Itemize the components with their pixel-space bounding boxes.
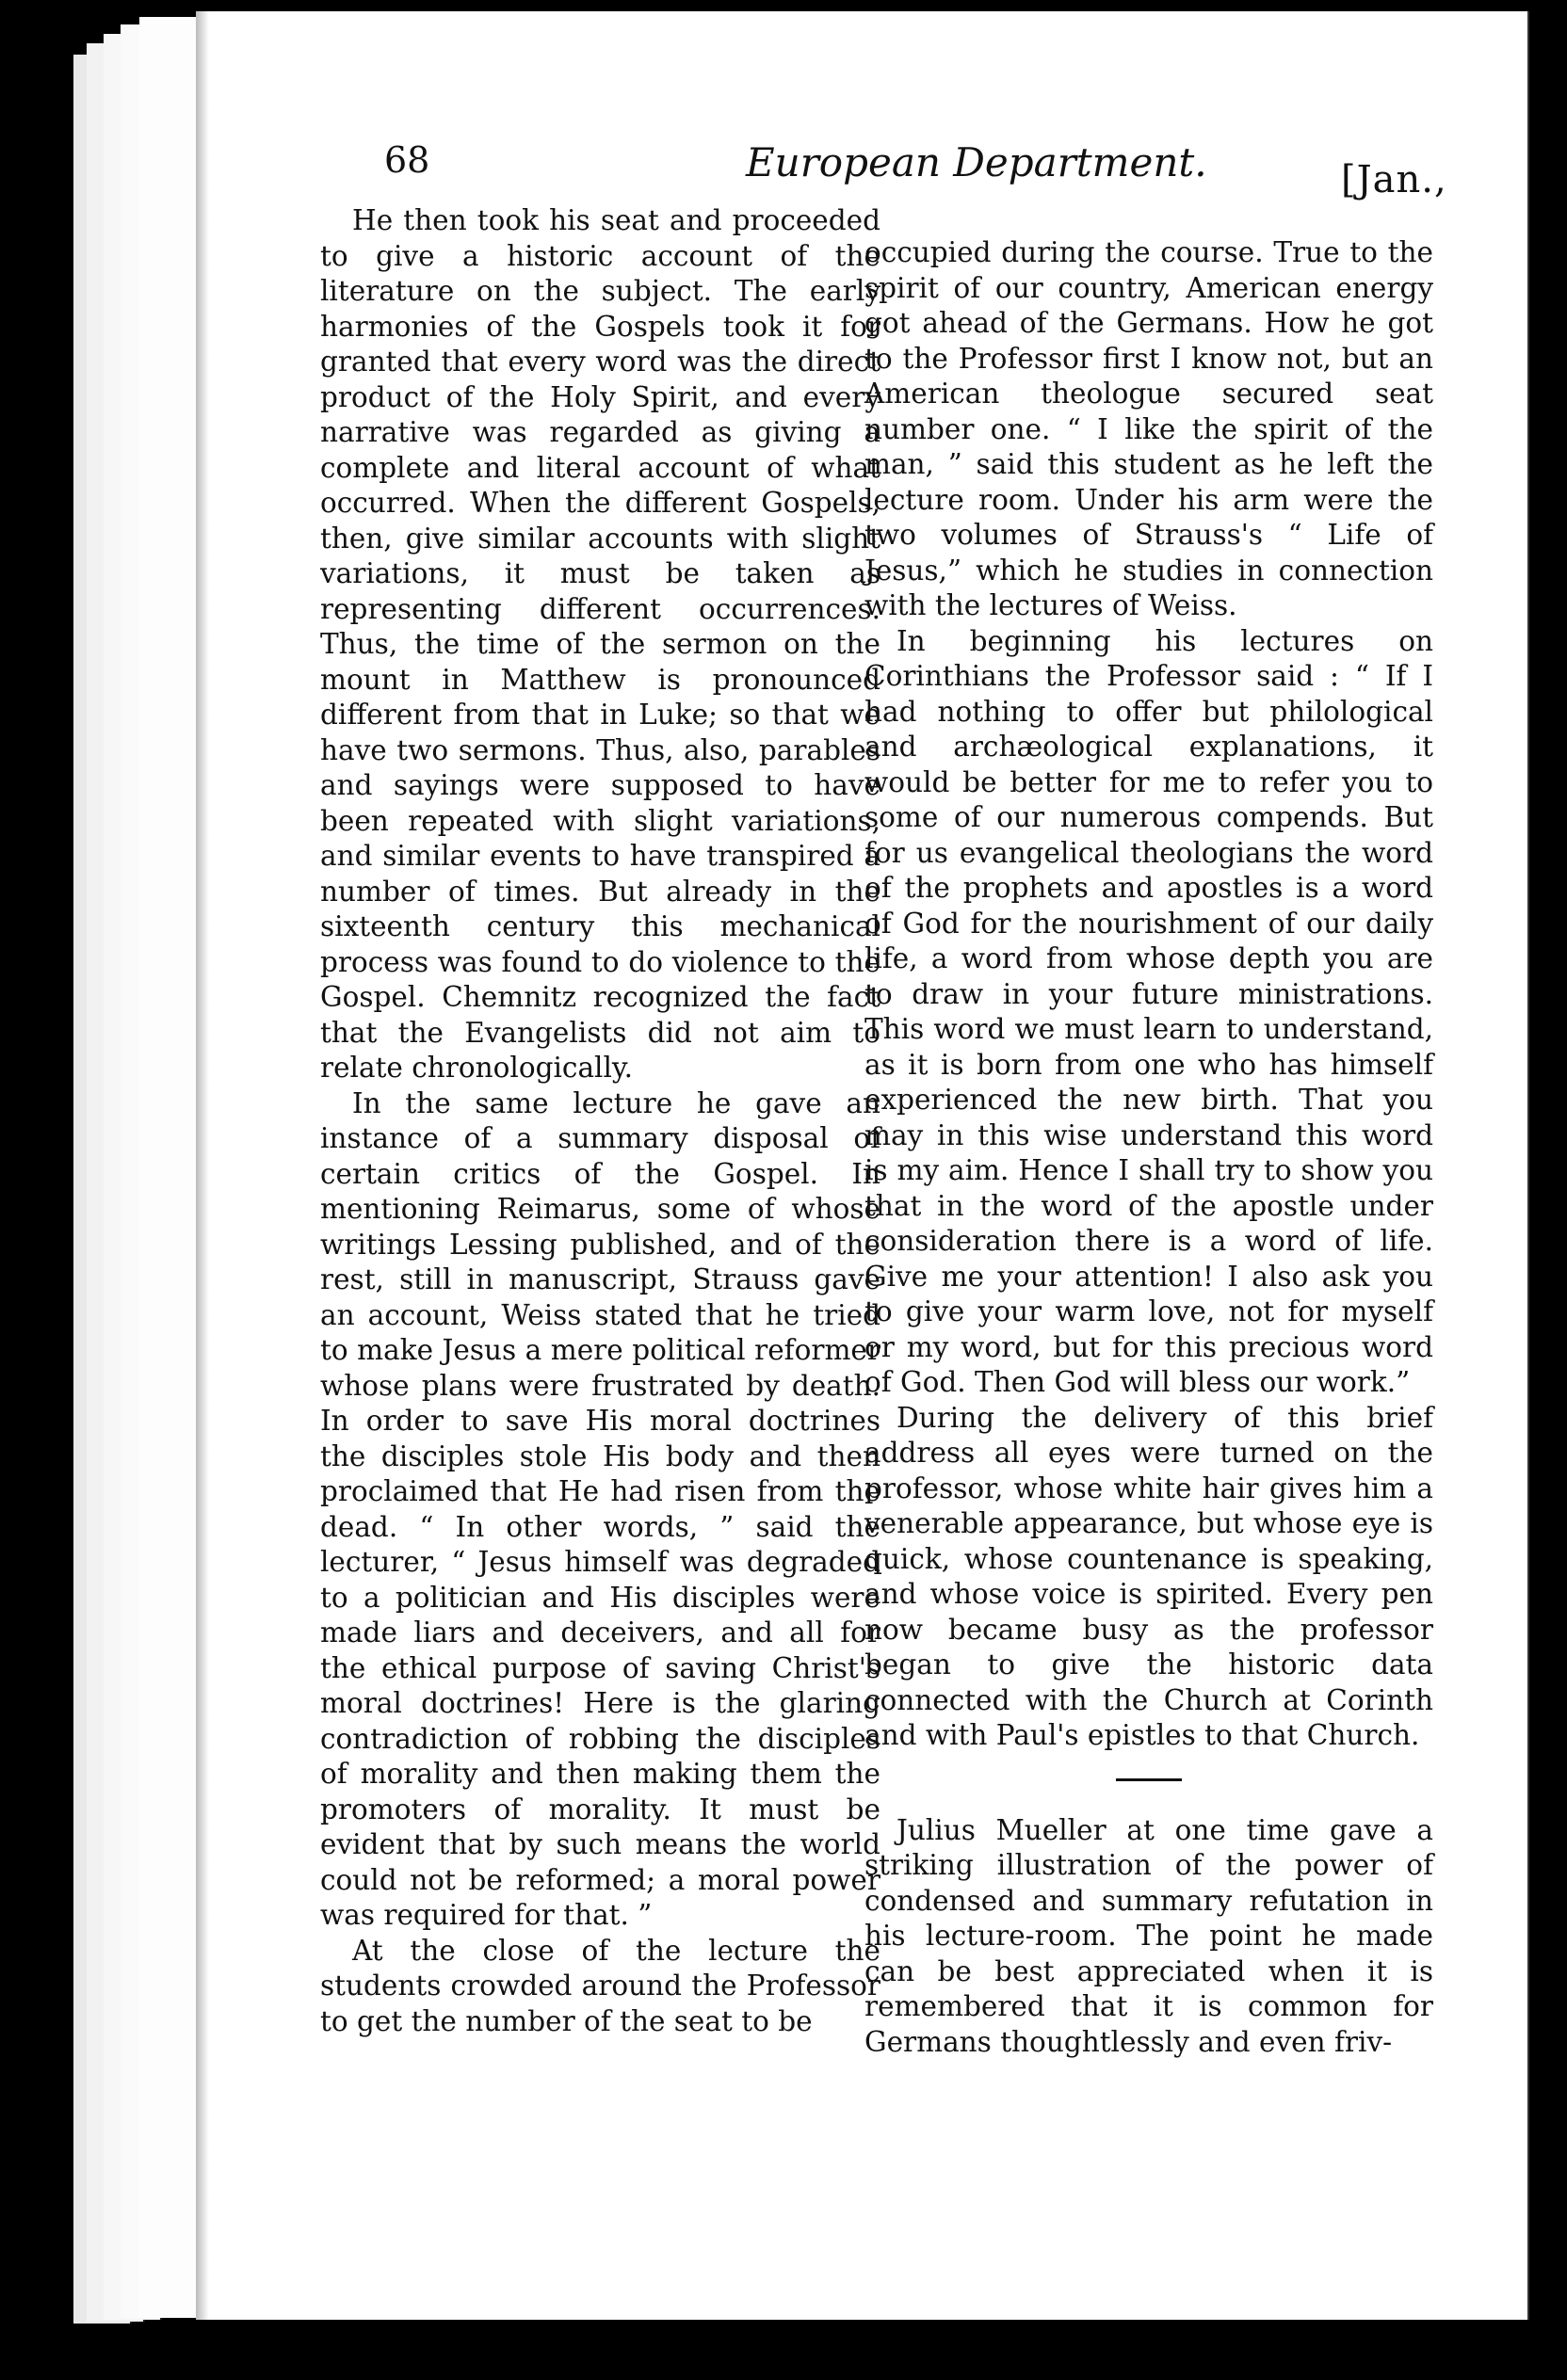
page-header: [384, 121, 1467, 201]
paragraph: At the close of the lecture the students crowded around the Professor to get the number of the seat to be: [320, 1934, 880, 2037]
page-edge: [139, 17, 198, 2318]
paragraph: Julius Mueller at one time gave a striking illustration of the power of condensed and summary refutation in his lecture-room. The point he made can be best appreciated when it is remembered that it is common for Germans thoughtlessly and even friv-: [864, 1813, 1433, 2058]
left-column: [320, 203, 880, 2039]
right-column: [864, 235, 1433, 2060]
page-number: 68: [384, 139, 430, 181]
paragraph: During the delivery of this brief address all eyes were turned on the professor, whose white hair gives him a venerable appearance, but whose eye is quick, whose countenance is speaking, and whose voice is spirited. Every pen now became busy as the professor began to give the historic data connected with the Church at Corinth and with Paul's epistles to that Church.: [864, 1401, 1433, 1751]
page-gutter: [196, 11, 209, 2320]
paragraph: In the same lecture he gave an instance of a summary disposal of certain critics of the Gospel. In mentioning Reimarus, some of whose writings Lessing published, and of the rest, still in manuscript, Strauss gave an account, Weiss stated that he tried to make Jesus a mere political reformer whose plans were frustrated by death. In order to save His moral doctrines the disciples stole His body and then proclaimed that He had risen from the dead. “ In other words, ” said the lecturer, “ Jesus himself was degraded to a politician and His disciples were made liars and deceivers, and all for the ethical purpose of saving Christ's moral doctrines! Here is the glaring contradiction of robbing the disciples of morality and then making them the promoters of morality. It must be evident that by such means the world could not be reformed; a moral power was required for that. ”: [320, 1086, 880, 1931]
paragraph: In beginning his lectures on Corinthians the Professor said : “ If I had nothing to offer but philological and archæological explanations, it would be better for me to refer you to some of our numerous compends. But for us evangelical theologians the word of the prophets and apostles is a word of God for the nourishment of our daily life, a word from whose depth you are to draw in your future ministrations. This word we must learn to understand, as it is born from one who has himself experienced the new birth. That you may in this wise understand this word is my aim. Hence I shall try to show you that in the word of the apostle under consideration there is a word of life. Give me your attention! I also ask you to give your warm love, not for myself or my word, but for this precious word of God. Then God will bless our work.”: [864, 624, 1433, 1398]
running-title: European Department.: [746, 139, 1207, 185]
paragraph: He then took his seat and proceeded to give a historic account of the literature on the subject. The early harmonies of the Gospels took it for granted that every word was the direct product of the Holy Spirit, and every narrative was regarded as giving a complete and literal account of what occurred. When the different Gospels, then, give similar accounts with slight variations, it must be taken as representing different occurrences. Thus, the time of the sermon on the mount in Matthew is pronounced different from that in Luke; so that we have two sermons. Thus, also, parables and sayings were supposed to have been repeated with slight variations, and similar events to have transpired a number of times. But already in the sixteenth century this mechanical process was found to do violence to the Gospel. Chemnitz recognized the fact that the Evangelists did not aim to relate chronologically.: [320, 204, 880, 1084]
paragraph: occupied during the course. True to the spirit of our country, American energy got ahead of the Germans. How he got to the Professor first I know not, but an American theologue secured seat number one. “ I like the spirit of the man, ” said this student as he left the lecture room. Under his arm were the two volumes of Strauss's “ Life of Jesus,” which he studies in connection with the lectures of Weiss.: [864, 236, 1433, 621]
section-divider: [1116, 1778, 1182, 1781]
running-header-date: [Jan.,: [1341, 158, 1447, 201]
